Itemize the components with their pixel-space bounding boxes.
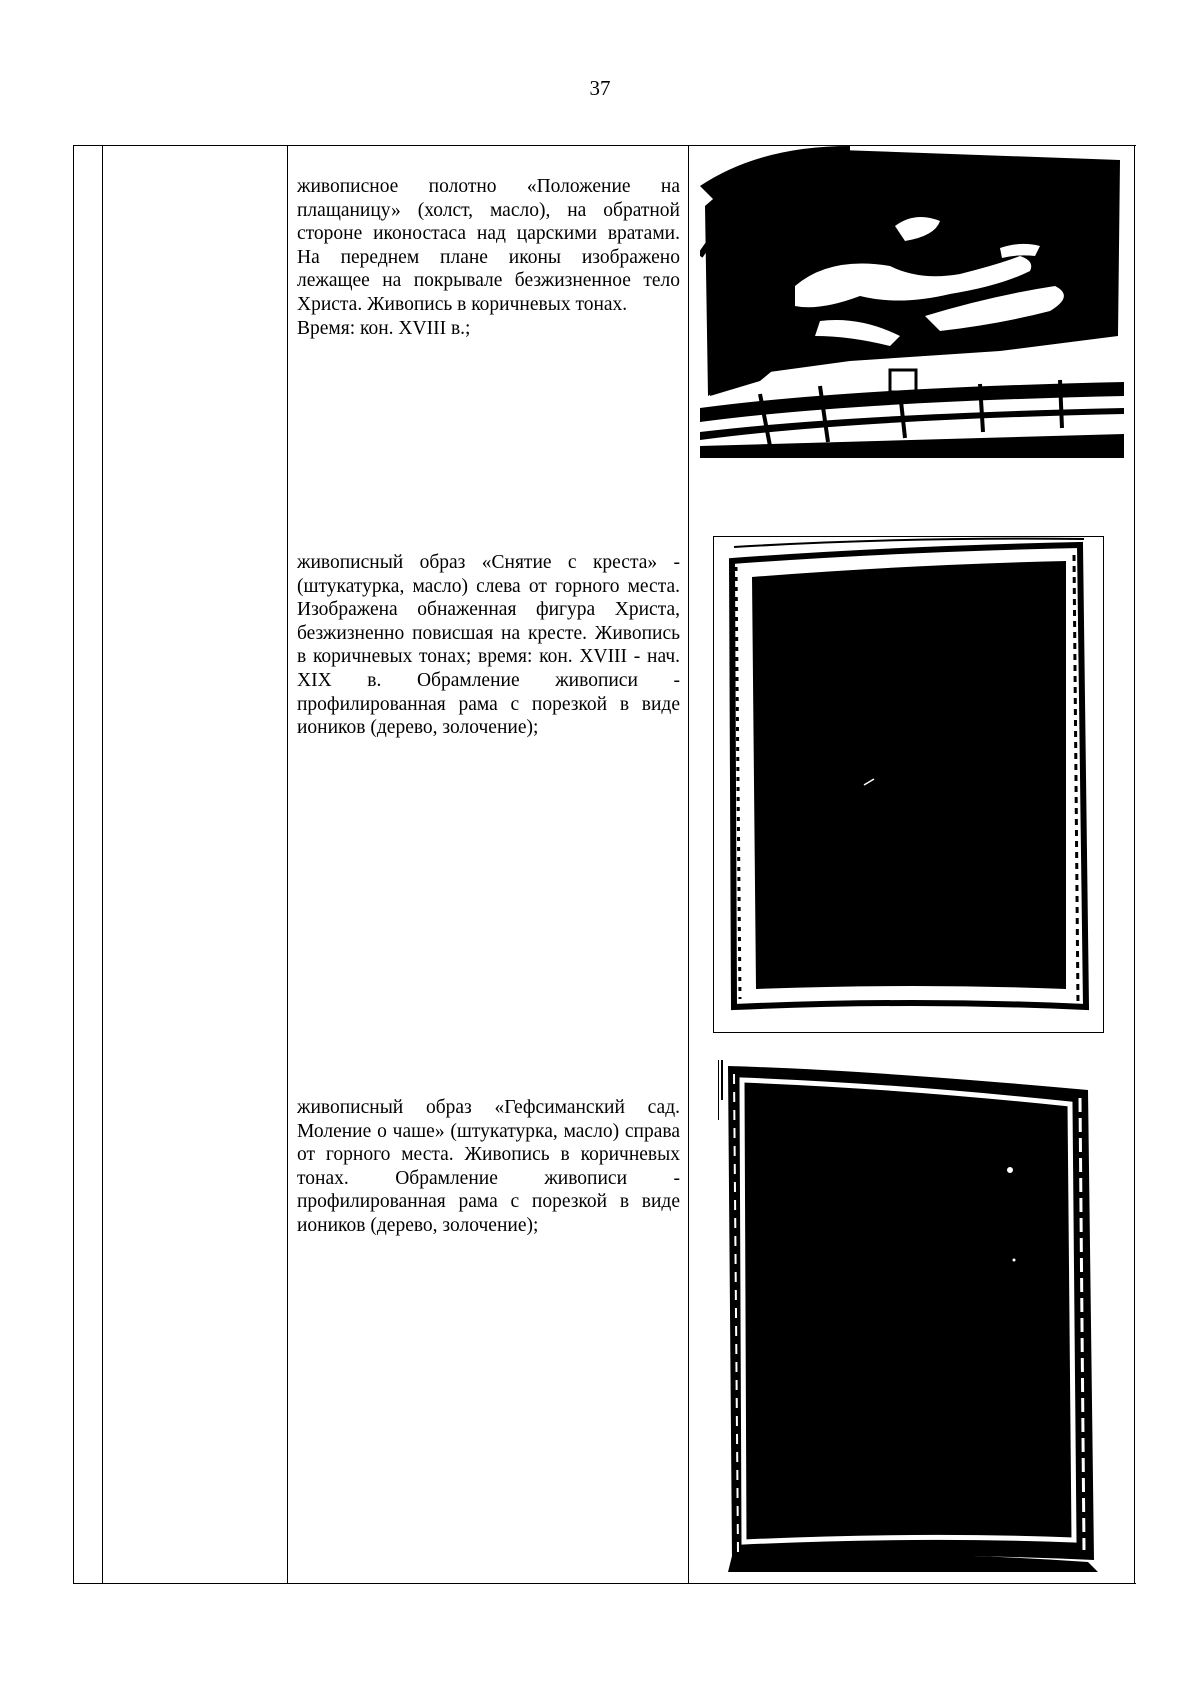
table-bottom-border (73, 1583, 1136, 1584)
entry-3-text: живописный образ «Гефсиманский сад. Моление о чаше» (штукатурка, масло) справа от горного места. Живопись в коричневых тонах. Обрамление живописи - профилированная рама с порезкой в виде иоников (дерево, золочение); (297, 1097, 680, 1236)
entry-3-description (297, 1096, 680, 1238)
descent-from-cross-photo-icon (713, 536, 1104, 1033)
entry-1-description (297, 175, 680, 340)
entry-2-description (297, 551, 680, 740)
table-right-border (1134, 145, 1135, 1583)
column-divider-3 (688, 145, 689, 1583)
table-left-border (73, 145, 74, 1583)
page-number: 37 (589, 76, 611, 100)
entombment-photo-icon (700, 146, 1124, 458)
entry-1-date: Время: кон. XVIII в.; (297, 317, 471, 339)
column-divider-1 (102, 145, 103, 1583)
gethsemane-photo-icon (718, 1060, 1098, 1572)
entry-1-text: живописное полотно «Положение на плащаницу» (холст, масло), на обратной стороне иконостаса над царскими вратами. На переднем плане иконы изображено лежащее на покрывале безжизненное тело Христа. Живопись в коричневых тонах. (297, 176, 680, 315)
column-divider-2 (287, 145, 288, 1583)
entry-2-text: живописный образ «Снятие с креста» - (штукатурка, масло) слева от горного места. Изображена обнаженная фигура Христа, безжизненно повисшая на кресте. Живопись в коричневых тонах; время: кон. XVIII - нач. XIX в. Обрамление живописи - профилированная рама с порезкой в виде иоников (дерево, золочение); (297, 552, 680, 739)
